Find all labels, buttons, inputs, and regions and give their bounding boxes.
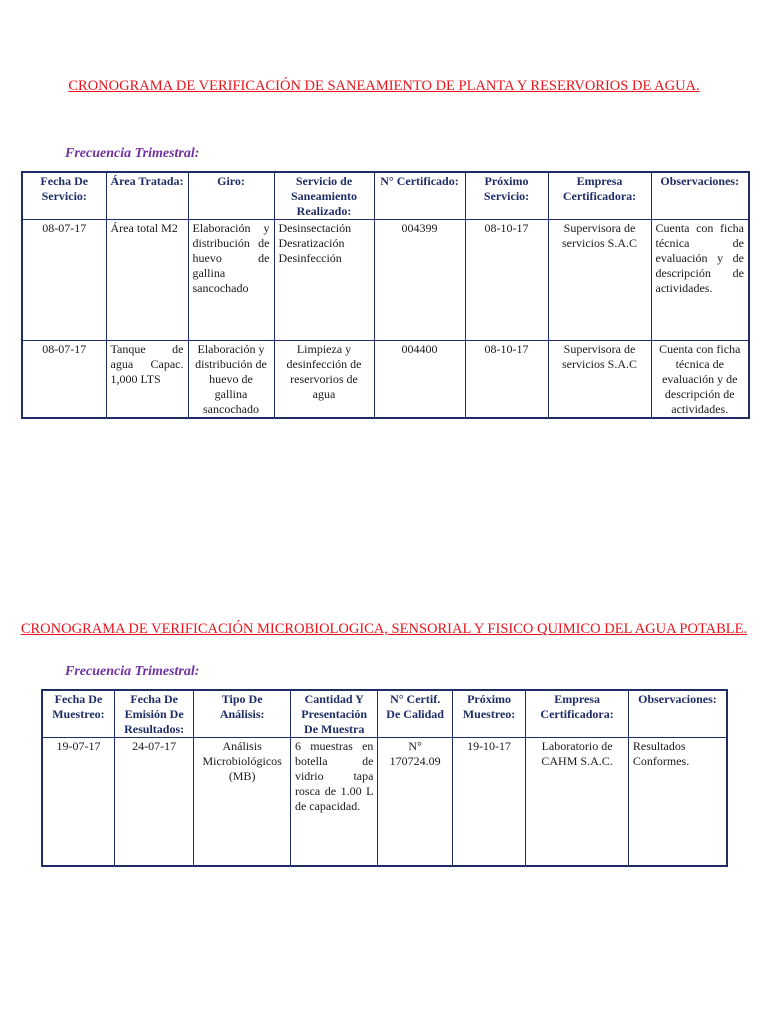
column-header: Servicio de Saneamiento Realizado: (274, 172, 374, 220)
water-analysis-schedule-table (41, 689, 728, 867)
cell-cantidad: 6 muestras en botella de vidrio tapa rosca de 1.00 L de capacidad. (290, 738, 378, 866)
cell-tipo-analisis: Análisis Microbiológicos (MB) (194, 738, 291, 866)
column-header: Giro: (188, 172, 274, 220)
column-header: Cantidad Y Presentación De Muestra (290, 690, 378, 738)
column-header: Fecha De Muestreo: (42, 690, 114, 738)
section2-frequency: Frecuencia Trimestral: (65, 664, 200, 679)
cell-proximo: 19-10-17 (452, 738, 525, 866)
table-row (22, 341, 749, 418)
cell-observaciones: Cuenta con ficha técnica de evaluación y de descripción de actividades. (651, 341, 749, 418)
cell-certificado: 004400 (374, 341, 465, 418)
column-header: Empresa Certificadora: (526, 690, 629, 738)
cell-area: Área total M2 (106, 220, 188, 341)
column-header: Tipo De Análisis: (194, 690, 291, 738)
column-header: Observaciones: (628, 690, 727, 738)
cell-fecha: 08-07-17 (22, 341, 106, 418)
cell-observaciones: Cuenta con ficha técnica de evaluación y de descripción de actividades. (651, 220, 749, 341)
cell-proximo: 08-10-17 (465, 220, 548, 341)
cell-servicio: Limpieza y desinfección de reservorios de agua (274, 341, 374, 418)
table-row (22, 220, 749, 341)
column-header: N° Certif. De Calidad (378, 690, 452, 738)
table-row (42, 738, 727, 866)
cell-proximo: 08-10-17 (465, 341, 548, 418)
cell-giro: Elaboración y distribución de huevo de gallina sancochado (188, 220, 274, 341)
cell-fecha: 08-07-17 (22, 220, 106, 341)
column-header: Área Tratada: (106, 172, 188, 220)
section1-title: CRONOGRAMA DE VERIFICACIÓN DE SANEAMIENTO DE PLANTA Y RESERVORIOS DE AGUA. (68, 78, 700, 94)
section2-title: CRONOGRAMA DE VERIFICACIÓN MICROBIOLOGICA, SENSORIAL Y FISICO QUIMICO DEL AGUA POTABLE. (20, 621, 748, 637)
column-header: Fecha De Servicio: (22, 172, 106, 220)
cell-servicio: Desinsectación Desratización Desinfección (274, 220, 374, 341)
cell-certificado: 004399 (374, 220, 465, 341)
column-header: Próximo Servicio: (465, 172, 548, 220)
cell-observaciones: Resultados Conformes. (628, 738, 727, 866)
cell-giro: Elaboración y distribución de huevo de gallina sancochado (188, 341, 274, 418)
cell-area: Tanque de agua Capac. 1,000 LTS (106, 341, 188, 418)
cell-fecha-emision: 24-07-17 (114, 738, 193, 866)
cell-empresa: Laboratorio de CAHM S.A.C. (526, 738, 629, 866)
cell-empresa: Supervisora de servicios S.A.C (548, 341, 651, 418)
column-header: Observaciones: (651, 172, 749, 220)
sanitation-schedule-table (21, 171, 750, 419)
table-header-row (42, 690, 727, 738)
column-header: Empresa Certificadora: (548, 172, 651, 220)
table-header-row (22, 172, 749, 220)
column-header: N° Certificado: (374, 172, 465, 220)
column-header: Próximo Muestreo: (452, 690, 525, 738)
cell-fecha-muestreo: 19-07-17 (42, 738, 114, 866)
cell-empresa: Supervisora de servicios S.A.C (548, 220, 651, 341)
cell-certif: N° 170724.09 (378, 738, 452, 866)
section1-frequency: Frecuencia Trimestral: (65, 146, 200, 161)
column-header: Fecha De Emisión De Resultados: (114, 690, 193, 738)
